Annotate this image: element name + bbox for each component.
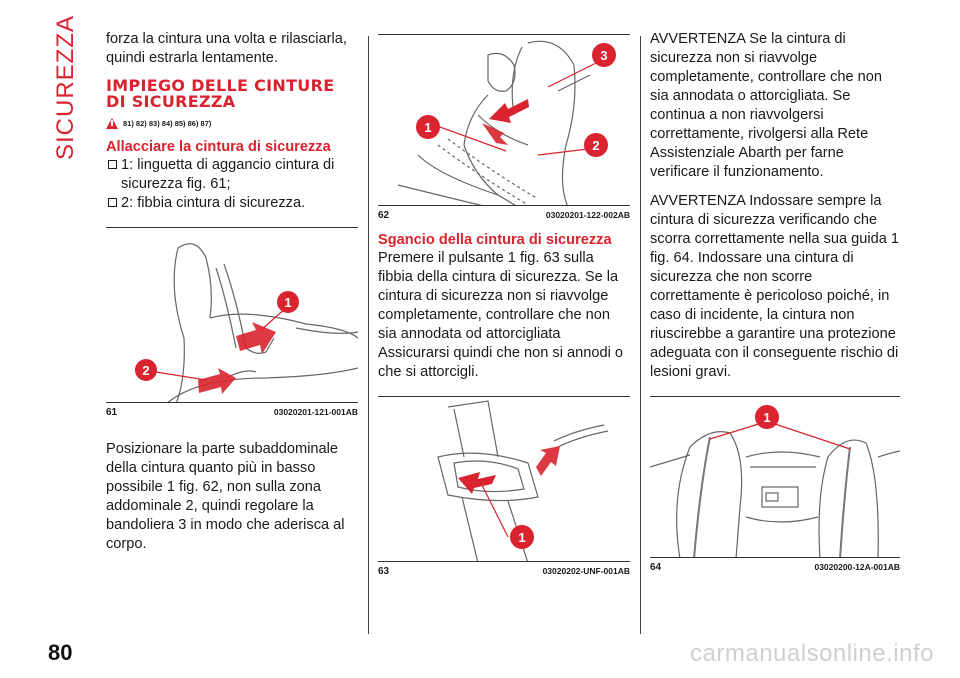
figure-61 — [106, 227, 358, 403]
release-belt-heading: Sgancio della cintura di sicurezza — [378, 232, 612, 248]
belt-positioning-illustration — [378, 35, 630, 206]
callout-1: 1 — [763, 410, 771, 425]
release-text: Premere il pulsante 1 fig. 63 sulla fibbia della cintura di sicurezza. Se la cintura di sicurezza non si riavvolge completamente, controllare che non sia annodata od attorcigliata Assicurarsi quindi che non si annodi o che si attorcigli. — [378, 250, 623, 380]
figure-62-caption: 62 03020201-122-002AB — [378, 210, 630, 221]
buckle-release-illustration — [378, 397, 630, 562]
column-divider — [368, 36, 369, 634]
figure-61-caption: 61 03020201-121-001AB — [106, 407, 358, 418]
callout-2: 2 — [592, 138, 600, 153]
figure-63 — [378, 396, 630, 562]
figure-62 — [378, 34, 630, 206]
column-2 — [378, 30, 630, 577]
page-number: 80 — [48, 640, 73, 665]
bullet-square-icon — [108, 160, 117, 169]
warning-retraction-text: AVVERTENZA Se la cintura di sicurezza non si riavvolge completamente, controllare che non sia annodata o attorcigliata. Se continua a non riavvolgersi correttamente, rivolgersi alla Rete Assistenziale Abarth per farne verificare il funzionamento. — [650, 31, 883, 180]
callout-3: 3 — [600, 48, 608, 63]
section-heading: IMPIEGO DELLE CINTURE DI SICUREZZA — [106, 76, 335, 111]
callout-1: 1 — [518, 530, 526, 545]
list-item: 2: fibbia cintura di sicurezza. — [106, 194, 358, 213]
column-3 — [650, 30, 900, 573]
figure-64 — [650, 396, 900, 558]
section-tab: SICUREZZA — [52, 14, 79, 160]
column-divider — [640, 36, 641, 634]
callout-2: 2 — [142, 363, 150, 378]
column-1 — [106, 30, 358, 554]
warning-guide-text: AVVERTENZA Indossare sempre la cintura di sicurezza verificando che scorra correttamente nella sua guida 1 fig. 64. Indossare una cintura di sicurezza che non scorre correttamente è pericoloso poiché, in caso di incidente, la cintura non riuscirebbe a garantire una protezione adeguata con il conseguente rischio di lesioni gravi. — [650, 193, 900, 380]
callout-1: 1 — [424, 120, 432, 135]
warning-icon — [106, 118, 118, 129]
warning-references: 81) 82) 83) 84) 85) 86) 87) — [106, 118, 358, 129]
belt-position-text: Posizionare la parte subaddominale della cintura quanto più in basso possibile 1 fig. 62, non sulla zona addominale 2, quindi regolare la bandoliera 3 in modo che aderisca al corpo. — [106, 441, 345, 552]
seat-buckle-illustration — [106, 228, 358, 403]
belt-guide-illustration — [650, 397, 900, 558]
fasten-belt-heading: Allacciare la cintura di sicurezza — [106, 139, 331, 155]
bullet-square-icon — [108, 198, 117, 207]
figure-64-caption: 64 03020200-12A-001AB — [650, 562, 900, 573]
list-item: 1: linguetta di aggancio cintura di sicurezza fig. 61; — [106, 156, 358, 194]
figure-63-caption: 63 03020202-UNF-001AB — [378, 566, 630, 577]
intro-text: forza la cintura una volta e rilasciarla, quindi estrarla lentamente. — [106, 31, 347, 66]
callout-1: 1 — [284, 295, 292, 310]
watermark: carmanualsonline.info — [690, 640, 934, 667]
